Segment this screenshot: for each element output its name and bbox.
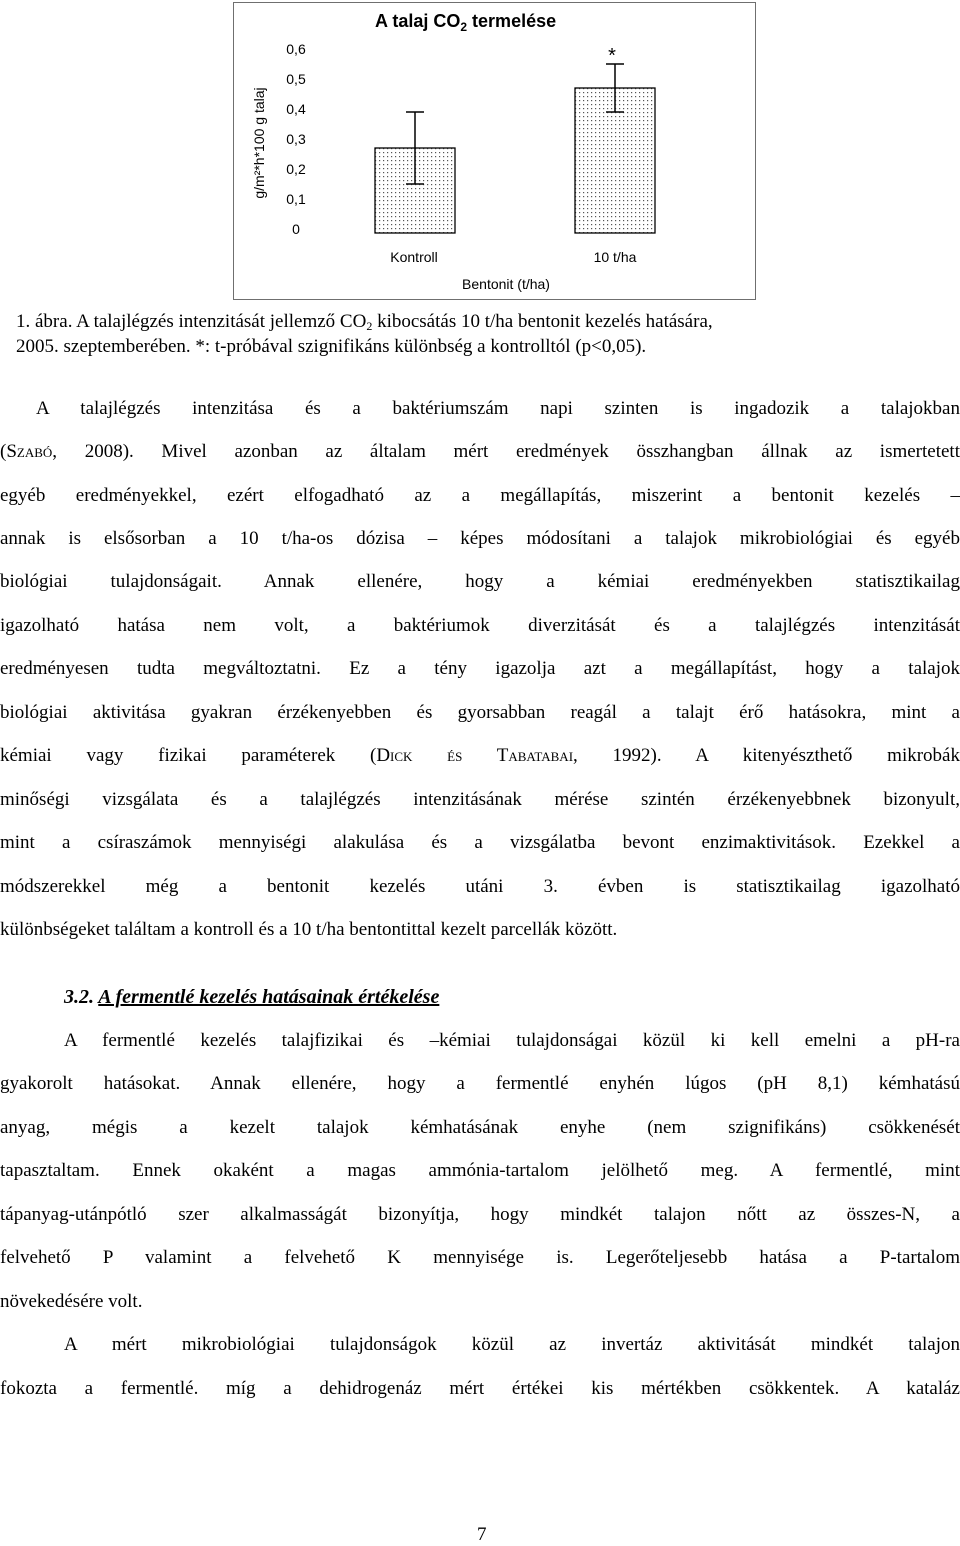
paragraph-1-line: eredményesen tudta megváltoztatni. Ez a tény igazolja azt a megállapítást, hogy a talajok (0, 658, 960, 679)
co2-chart (233, 2, 756, 300)
paragraph-1-line: mint a csíraszámok mennyiségi alakulása és a vizsgálatba bevont enzimaktivitások. Ezekkel a (0, 832, 960, 853)
significance-marker: * (608, 45, 616, 67)
paragraph-1-line: A talajlégzés intenzitása és a baktériumszám napi szinten is ingadozik a talajokban (36, 398, 960, 419)
y-tick-label: 0,2 (286, 161, 306, 177)
paragraph-1-line: különbségeket találtam a kontroll és a 10 t/ha bentontittal kezelt parcellák között. (0, 919, 618, 940)
paragraph-2-line: gyakorolt hatásokat. Annak ellenére, hogy a fermentlé enyhén lúgos (pH 8,1) kémhatású (0, 1073, 960, 1094)
x-axis-label: Bentonit (t/ha) (462, 276, 550, 292)
paragraph-2-line: A fermentlé kezelés talajfizikai és –kémiai tulajdonságai közül ki kell emelni a pH-ra (64, 1030, 960, 1051)
paragraph-2-line: anyag, mégis a kezelt talajok kémhatásának enyhe (nem szignifikáns) csökkenését (0, 1117, 960, 1138)
y-axis-ticks (286, 41, 306, 237)
x-axis-categories (390, 249, 636, 265)
paragraph-1-line: minőségi vizsgálata és a talajlégzés intenzitásának mérése szintén érzékenyebbnek bizonyult, (0, 789, 960, 810)
chart-title: A talaj $CO_2$ termelése (375, 11, 557, 34)
paragraph-2-line: tapasztaltam. Ennek okaként a magas ammónia-tartalom jelölhető meg. A fermentlé, mint (0, 1160, 960, 1181)
paragraph-1-line: annak is elsősorban a 10 t/ha-os dózisa – képes módosítani a talajok mikrobiológiai és egyéb (0, 528, 960, 549)
paragraph-2-line: növekedésére volt. (0, 1291, 143, 1312)
y-tick-label: 0 (292, 221, 300, 237)
section-heading (64, 986, 439, 1009)
figure-caption-line-1: 1. ábra. A talajlégzés intenzitását jellemző $CO_2$ kibocsátás 10 t/ha bentonit kezelés hatására, (16, 311, 713, 333)
paragraph-1-line: kémiai vagy fizikai paraméterek (Dick és Tabatabai, 1992). A kitenyészthető mikrobák (0, 745, 960, 766)
y-axis-label: g/m²*h*100 g talaj (251, 87, 267, 199)
y-tick-label: 0,1 (286, 191, 306, 207)
paragraph-2-line: felvehető P valamint a felvehető K mennyisége is. Legerőteljesebb hatása a P-tartalom (0, 1247, 960, 1268)
chart-canvas (234, 3, 755, 299)
bars (375, 45, 655, 233)
paragraph-1-line: (Szabó, 2008). Mivel azonban az általam mért eredmények összhangban állnak az ismertetett (0, 441, 960, 462)
paragraph-3-line: fokozta a fermentlé. míg a dehidrogenáz mért értékei kis mértékben csökkentek. A kataláz (0, 1378, 960, 1399)
x-category-label: Kontroll (390, 249, 438, 265)
paragraph-3-line: A mért mikrobiológiai tulajdonságok közül az invertáz aktivitását mindkét talajon (64, 1334, 960, 1355)
paragraph-1-line: egyéb eredményekkel, ezért elfogadható az a megállapítás, miszerint a bentonit kezelés – (0, 485, 960, 506)
x-category-label: 10 t/ha (593, 249, 637, 265)
section-number: 3.2. (64, 986, 94, 1008)
paragraph-1-line: módszerekkel még a bentonit kezelés utáni 3. évben is statisztikailag igazolható (0, 876, 960, 897)
paragraph-1-line: biológiai tulajdonságait. Annak ellenére, hogy a kémiai eredményekben statisztikailag (0, 571, 960, 592)
y-tick-label: 0,3 (286, 131, 306, 147)
section-title: A fermentlé kezelés hatásainak értékelése (98, 986, 440, 1008)
y-tick-label: 0,6 (286, 41, 306, 57)
paragraph-2-line: tápanyag-utánpótló szer alkalmasságát bizonyítja, hogy mindkét talajon nőtt az összes-N, a (0, 1204, 960, 1225)
page-number: 7 (477, 1524, 487, 1545)
y-tick-label: 0,5 (286, 71, 306, 87)
y-tick-label: 0,4 (286, 101, 306, 117)
paragraph-1-line: igazolható hatása nem volt, a baktériumok diverzitását és a talajlégzés intenzitását (0, 615, 960, 636)
paragraph-1-line: biológiai aktivitása gyakran érzékenyebben és gyorsabban reagál a talajt érő hatásokra, mint a (0, 702, 960, 723)
figure-caption-line-2: 2005. szeptemberében. *: t-próbával szignifikáns különbség a kontrolltól (p<0,05). (16, 336, 647, 357)
